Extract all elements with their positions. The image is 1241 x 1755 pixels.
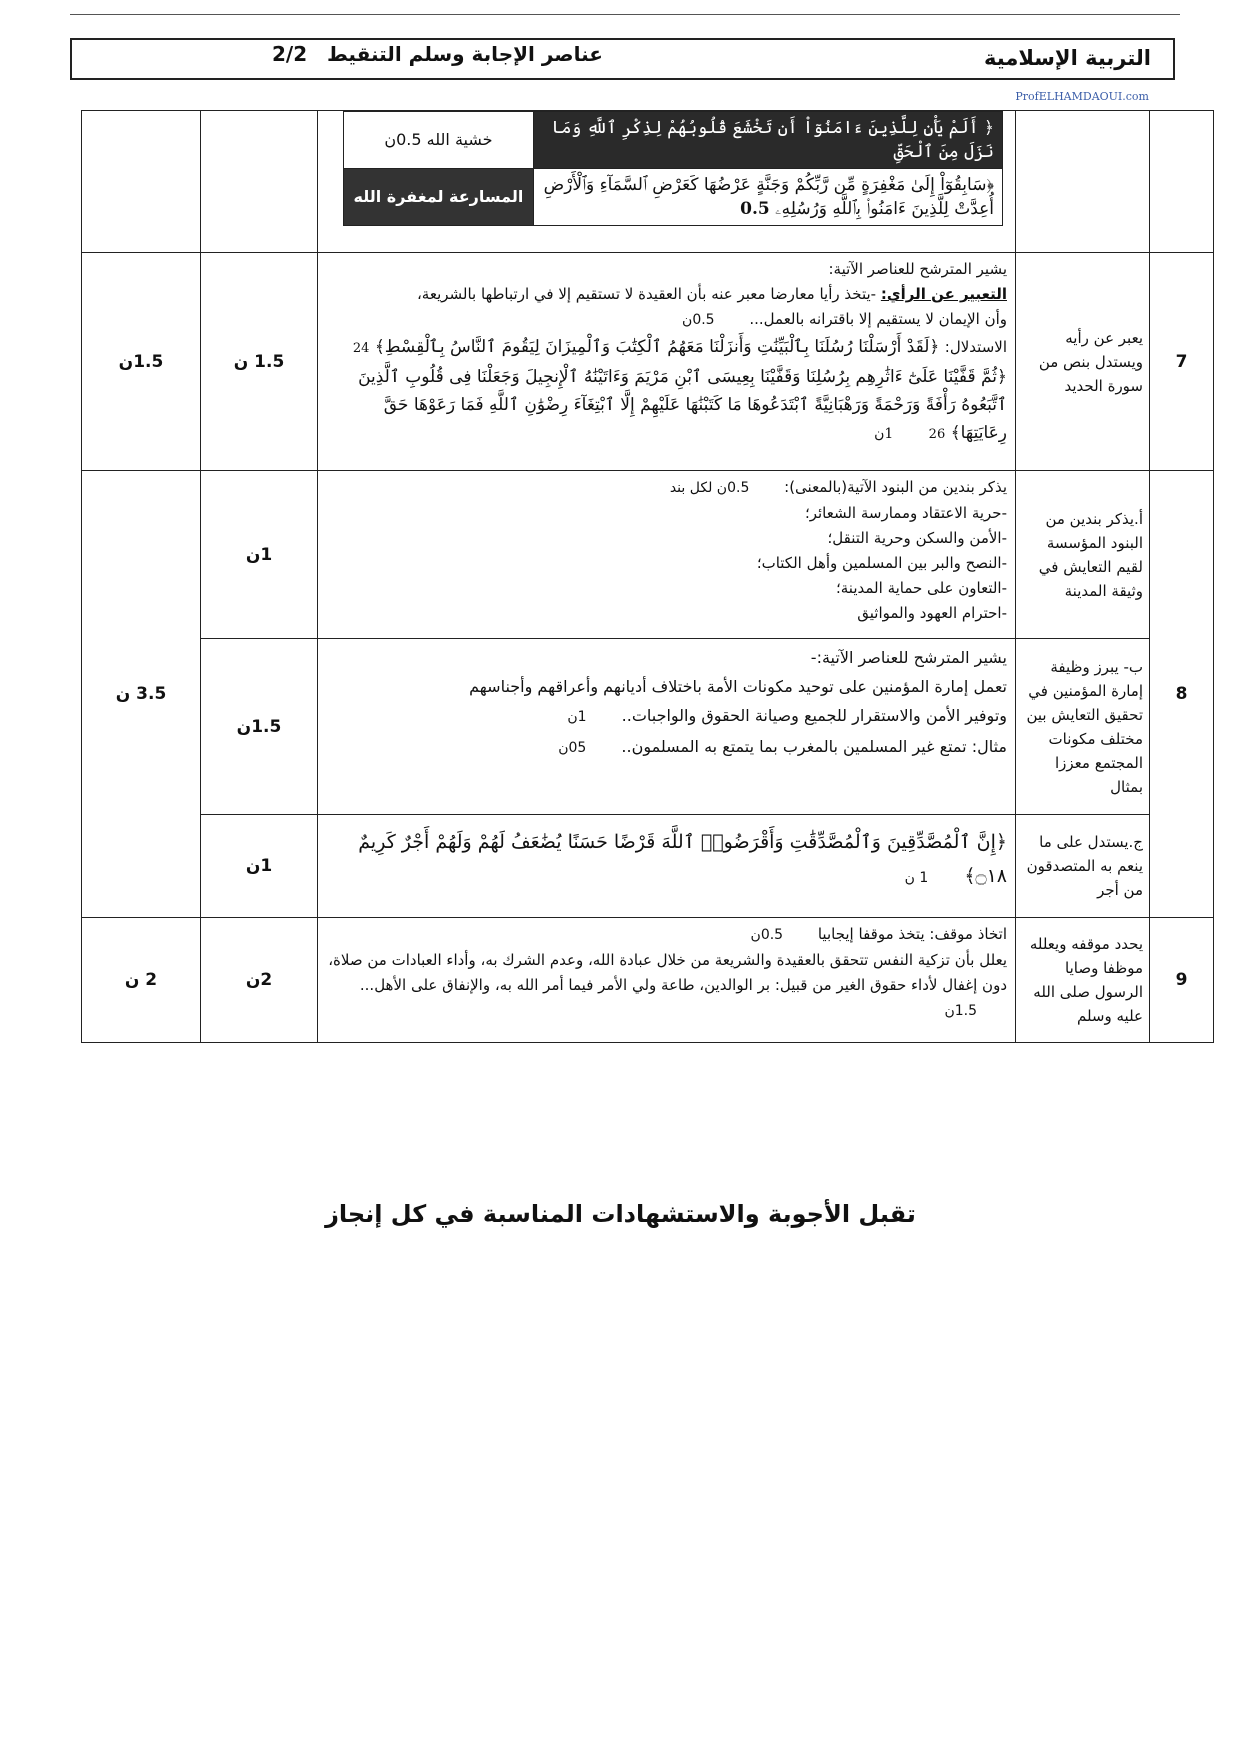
table-row-8a	[82, 471, 1214, 639]
task-8b: ب- يبرز وظيفة إمارة المؤمنين في تحقيق التعايش بين مختلف مكونات المجتمع معززا بمثال	[1016, 639, 1150, 815]
answer-7	[318, 253, 1016, 471]
verse-musaddiqin-points: 1 ن	[904, 870, 929, 886]
answer-7-intro: يشير المترشح للعناصر الآتية:	[828, 260, 1007, 278]
table-row-8b	[82, 639, 1214, 815]
question-number-9: 9	[1150, 918, 1214, 1043]
total-7: 1.5ن	[82, 253, 201, 471]
evidence-verse: ﴿لَقَدْ أَرْسَلْنَا رُسُلَنَا بِٱلْبَيِّنَٰتِ وَأَنزَلْنَا مَعَهُمُ ٱلْكِتَٰبَ وَٱلْمِيزَانَ لِيَقُومَ ٱلنَّاسُ بِٱلْقِسْطِ﴾	[374, 337, 940, 357]
verse-26-points: 1ن	[874, 426, 894, 442]
answer-8b-example	[326, 732, 1007, 763]
page-header	[70, 38, 1175, 80]
verse-sabiqu-text: ﴿سَابِقُوٓاْ إِلَىٰ مَغْفِرَةٍ مِّن رَّبِّكُمْ وَجَنَّةٍ عَرْضُهَا كَعَرْضِ ٱلسَّمَآءِ وَٱلْأَرْضِ أُعِدَّتْ لِلَّذِينَ ءَامَنُوا۟ بِٱللَّهِ وَرُسُلِهِۦ	[543, 175, 994, 219]
table-row-continuation	[82, 111, 1214, 253]
page-number: 2/2	[272, 42, 308, 66]
opinion-label: التعبير عن الرأي:	[880, 285, 1007, 303]
verse-sabiqu-points: 0.5	[740, 199, 770, 219]
table-row-7	[82, 253, 1214, 471]
verse-26-ref: 26	[928, 427, 946, 442]
website-watermark[interactable]: ProfELHAMDAOUI.com	[1015, 90, 1149, 103]
verse-khushu: ﴿ أَلَمْ يَأْنِ لِلَّذِينَ ءَامَنُوٓاْ أَن تَخْشَعَ قُلُوبُهُمْ لِذِكْرِ ٱللَّهِ وَمَا نَزَلَ مِنَ ٱلْحَقِّ	[533, 112, 1002, 169]
task-cell	[1016, 111, 1150, 253]
answer-7-evidence	[326, 333, 1007, 363]
position-text: يتخذ موقفا إيجابيا	[817, 925, 925, 943]
answer-8a-intro	[326, 475, 1007, 501]
total-9: 2 ن	[82, 918, 201, 1043]
points-8b: 1.5ن	[201, 639, 318, 815]
total-cell	[82, 111, 201, 253]
question-number-cell	[1150, 111, 1214, 253]
points-8a: 1ن	[201, 471, 318, 639]
points-7: 1.5 ن	[201, 253, 318, 471]
list-item: -الأمن والسكن وحرية التنقل؛	[827, 529, 1007, 547]
answer-8c	[318, 815, 1016, 918]
points-8c: 1ن	[201, 815, 318, 918]
evidence-label: الاستدلال:	[944, 338, 1007, 356]
answer-9	[318, 918, 1016, 1043]
list-item: -التعاون على حماية المدينة؛	[836, 579, 1007, 597]
answer-9-position	[326, 922, 1007, 948]
top-rule	[70, 14, 1180, 15]
position-label: اتخاذ موقف:	[929, 925, 1007, 943]
opinion-points: 0.5ن	[682, 312, 715, 328]
answer-8a-intro-text: يذكر بندين من البنود الآتية(بالمعنى):	[784, 478, 1007, 496]
label-khashyat-allah: خشية الله 0.5ن	[344, 112, 534, 169]
table-row-8c	[82, 815, 1214, 918]
answer-8b-line1: تعمل إمارة المؤمنين على توحيد مكونات الأمة باختلاف أديانهم وأعراقهم وأجناسهم	[469, 677, 1007, 696]
verse-26: ﴿ثُمَّ قَفَّيْنَا عَلَىٰٓ ءَاثَٰرِهِم بِرُسُلِنَا وَقَفَّيْنَا بِعِيسَى ٱبْنِ مَرْيَمَ وَءَاتَيْنَٰهُ ٱلْإِنجِيلَ وَجَعَلْنَا فِى قُلُوبِ ٱلَّذِينَ ٱتَّبَعُوهُ رَأْفَةً وَرَحْمَةً وَرَهْبَانِيَّةً ٱبْتَدَعُوهَا مَا كَتَبْنَٰهَا عَلَيْهِمْ إِلَّا ٱبْتِغَآءَ رِضْوَٰنِ ٱللَّهِ فَمَا رَعَوْهَا حَقَّ رِعَايَتِهَا﴾	[358, 367, 1007, 443]
answer-8b-example-points: 05ن	[558, 740, 587, 756]
total-8: 3.5 ن	[82, 471, 201, 918]
answer-8b-line2-points: 1ن	[567, 709, 587, 725]
points-cell	[201, 111, 318, 253]
answer-8b-line2-text: وتوفير الأمن والاستقرار للجميع وصيانة الحقوق والواجبات..	[621, 706, 1007, 725]
subject-title: التربية الإسلامية	[984, 46, 1151, 70]
list-item: -النصح والبر بين المسلمين وأهل الكتاب؛	[756, 554, 1007, 572]
task-9: يحدد موقفه ويعلله موظفا وصايا الرسول صلى الله عليه وسلم	[1016, 918, 1150, 1043]
task-8c: ج.يستدل على ما ينعم به المتصدقون من أجر	[1016, 815, 1150, 918]
answer-key-table	[81, 110, 1214, 1043]
answer-8a	[318, 471, 1016, 639]
verse-musaddiqin: ﴿إِنَّ ٱلْمُصَّدِّقِينَ وَٱلْمُصَّدِّقَٰتِ وَأَقْرَضُوا۟ ٱللَّهَ قَرْضًا حَسَنًا يُضَٰعَفُ لَهُمْ وَلَهُمْ أَجْرٌ كَرِيمٌ ۝١٨﴾	[358, 831, 1007, 887]
table-row-9	[82, 918, 1214, 1043]
question-number-8: 8	[1150, 471, 1214, 918]
task-7: يعبر عن رأيه ويستدل بنص من سورة الحديد	[1016, 253, 1150, 471]
answer-key-title: عناصر الإجابة وسلم التنقيط	[327, 42, 603, 66]
answer-8b-intro: يشير المترشح للعناصر الآتية:-	[810, 648, 1007, 667]
answer-8a-intro-points: 0.5ن لكل بند	[669, 480, 750, 496]
verse-row-1	[344, 112, 1003, 169]
answer-8b-example-text: مثال: تمتع غير المسلمين بالمغرب بما يتمتع به المسلمون..	[621, 737, 1007, 756]
reason-points: 1.5ن	[944, 1003, 977, 1019]
answer-7-opinion	[326, 282, 1007, 307]
list-item: -احترام العهود والمواثيق	[857, 604, 1007, 622]
label-musaraa: المسارعة لمغفرة الله	[344, 169, 534, 226]
verse-table	[343, 111, 1003, 226]
answer-8b-line2	[326, 701, 1007, 732]
answer-9-reason: يعلل بأن تزكية النفس تتحقق بالعقيدة والشريعة من خلال عبادة الله، وعدم الشرك به، وأداء العبادات من صلاة، دون إغفال لأداء حقوق الغير من قبيل: بر الوالدين، طاعة ولي الأمر فيما أمر الله به، والإنفاق على الأهل...	[328, 951, 1007, 994]
points-9: 2ن	[201, 918, 318, 1043]
task-8a: أ.يذكر بندين من البنود المؤسسة لقيم التعايش في وثيقة المدينة	[1016, 471, 1150, 639]
opinion-text-2: وأن الإيمان لا يستقيم إلا باقترانه بالعمل...	[749, 310, 1007, 328]
answer-7-opinion-2	[326, 307, 1007, 333]
evidence-ref: 24	[352, 341, 370, 356]
question-number-7: 7	[1150, 253, 1214, 471]
opinion-text: -يتخذ رأيا معارضا معبر عنه بأن العقيدة لا تستقيم إلا في ارتباطها بالشريعة،	[416, 285, 877, 303]
answer-cell	[318, 111, 1016, 253]
position-points: 0.5ن	[750, 927, 784, 943]
verse-sabiqu	[533, 169, 1002, 226]
footer-note: تقبل الأجوبة والاستشهادات المناسبة في كل إنجاز	[325, 1200, 916, 1228]
answer-8c-verse	[326, 819, 1007, 895]
verse-row-2	[344, 169, 1003, 226]
answer-8b	[318, 639, 1016, 815]
list-item: -حرية الاعتقاد وممارسة الشعائر؛	[804, 504, 1007, 522]
answer-7-verse26	[326, 363, 1007, 449]
